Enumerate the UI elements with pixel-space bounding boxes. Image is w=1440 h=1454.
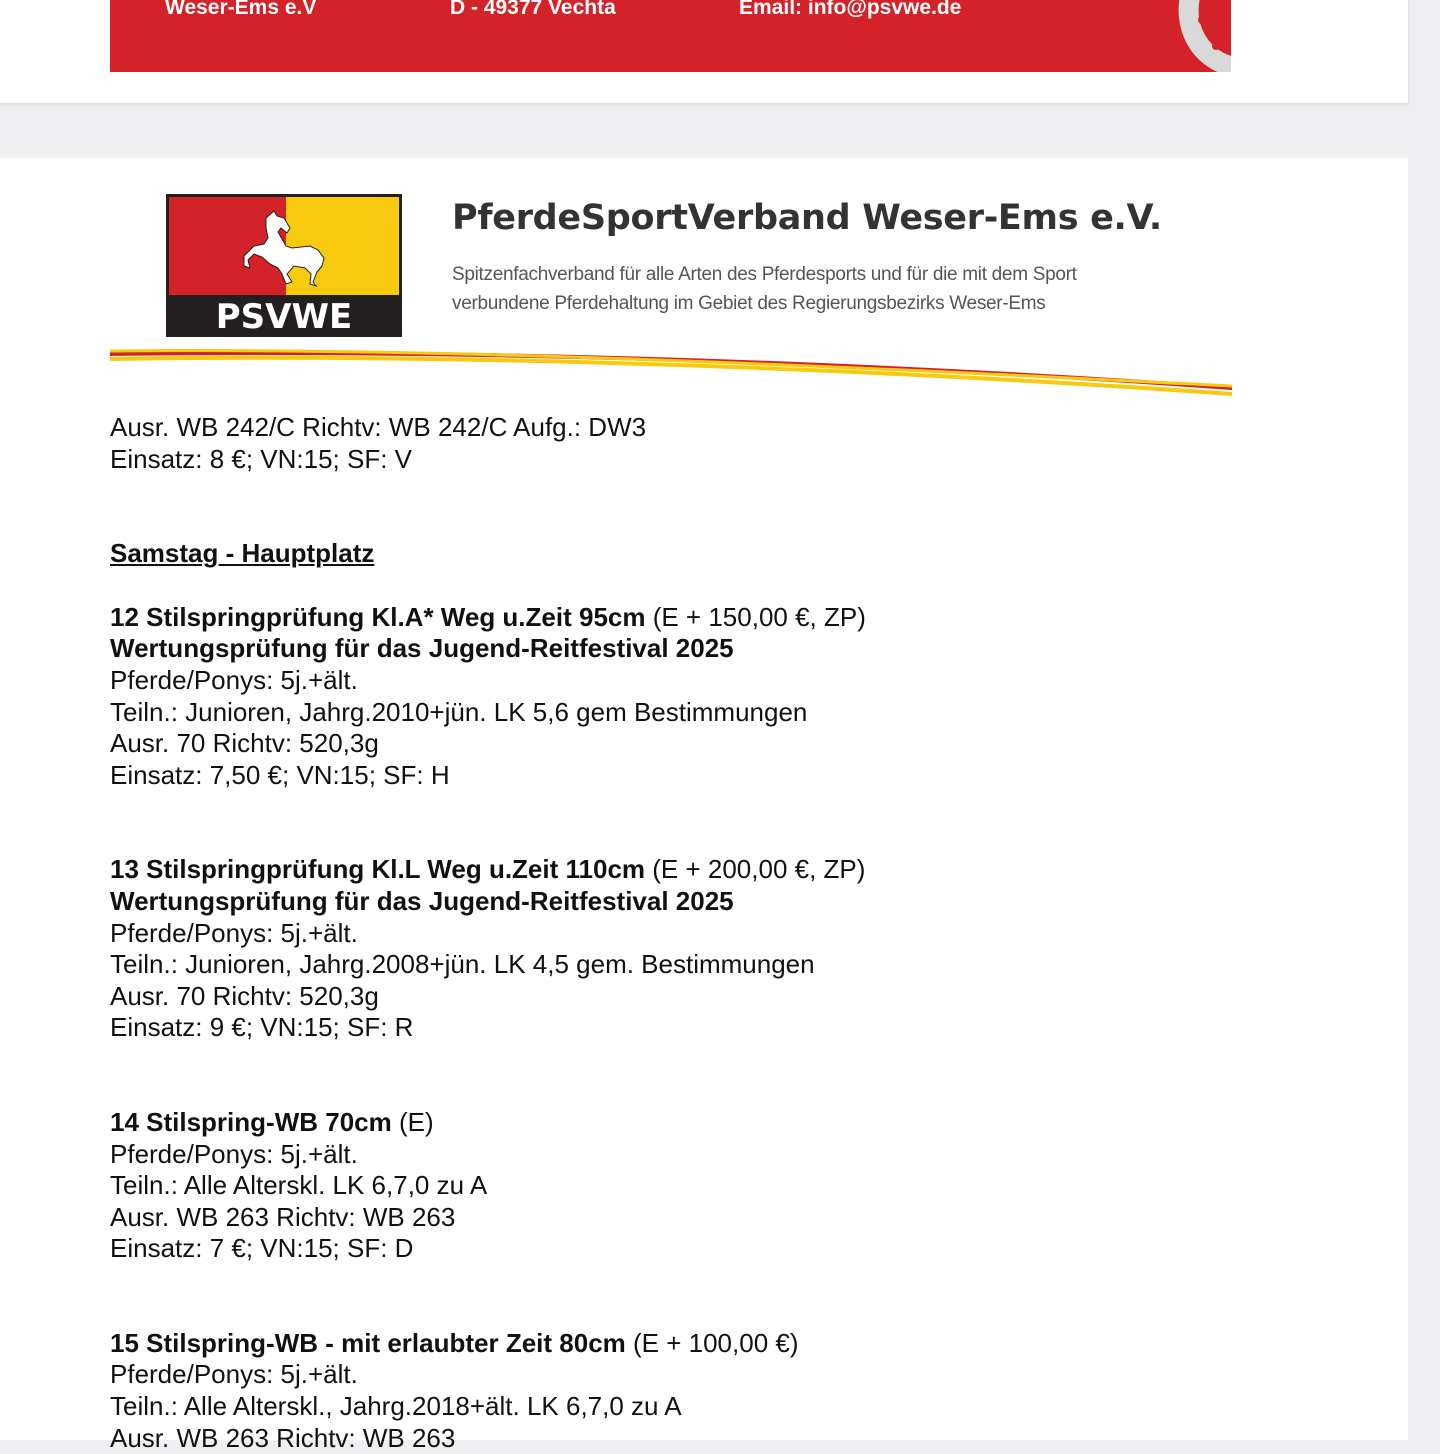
competition-entry <box>110 602 1260 792</box>
section-heading: Samstag - Hauptplatz <box>110 538 375 569</box>
entry-rules: Ausr. 70 Richtv: 520,3g <box>110 980 379 1011</box>
letterhead-footer-band <box>110 0 1231 72</box>
competition-entry <box>110 1107 1260 1265</box>
entry-horses: Pferde/Ponys: 5j.+ält. <box>110 1138 358 1169</box>
psvwe-logo <box>166 194 402 337</box>
footer-postal: D - 49377 Vechta <box>450 0 616 19</box>
footer-org: Weser-Ems e.V <box>165 0 317 19</box>
entry-fee: Einsatz: 9 €; VN:15; SF: R <box>110 1012 414 1043</box>
intro-line: Ausr. WB 242/C Richtv: WB 242/C Aufg.: DW3 <box>110 412 647 442</box>
entry-title-detail: (E) <box>391 1106 434 1137</box>
subtitle-line: Spitzenfachverband für alle Arten des Pferdesports und für die mit dem Sport <box>452 264 1077 285</box>
horseshoe-icon <box>1168 0 1231 72</box>
entry-title-detail: (E + 200,00 €, ZP) <box>645 854 866 885</box>
entry-title-bold: 15 Stilspring-WB - mit erlaubter Zeit 80cm <box>110 1327 626 1358</box>
organization-name: PferdeSportVerband Weser-Ems e.V. <box>452 198 1162 238</box>
entry-horses: Pferde/Ponys: 5j.+ält. <box>110 664 358 695</box>
entry-title <box>110 1107 1260 1139</box>
entry-horses: Pferde/Ponys: 5j.+ält. <box>110 917 358 948</box>
letterhead-divider-swoosh <box>110 348 1235 398</box>
competition-entry <box>110 1328 1260 1454</box>
previous-page <box>0 0 1408 103</box>
entry-participants: Teiln.: Alle Alterskl., Jahrg.2018+ält. LK 6,7,0 zu A <box>110 1391 682 1422</box>
entry-title-detail: (E + 150,00 €, ZP) <box>645 601 866 632</box>
competition-entry <box>110 854 1260 1044</box>
entry-title <box>110 854 1260 886</box>
entry-fee: Einsatz: 7,50 €; VN:15; SF: H <box>110 759 450 790</box>
entry-title <box>110 602 1260 634</box>
entry-title <box>110 1328 1260 1360</box>
entry-participants: Teiln.: Junioren, Jahrg.2010+jün. LK 5,6 gem Bestimmungen <box>110 696 808 727</box>
entry-participants: Teiln.: Alle Alterskl. LK 6,7,0 zu A <box>110 1170 488 1201</box>
entry-rules: Ausr. WB 263 Richtv: WB 263 <box>110 1422 456 1453</box>
entry-rules: Ausr. WB 263 Richtv: WB 263 <box>110 1201 456 1232</box>
entry-title-bold: 13 Stilspringprüfung Kl.L Weg u.Zeit 110cm <box>110 854 646 885</box>
logo-text: PSVWE <box>215 297 353 337</box>
intro-line: Einsatz: 8 €; VN:15; SF: V <box>110 443 413 474</box>
entry-subtitle: Wertungsprüfung für das Jugend-Reitfestival 2025 <box>110 633 734 664</box>
entry-subtitle: Wertungsprüfung für das Jugend-Reitfestival 2025 <box>110 885 734 916</box>
footer-email: Email: info@psvwe.de <box>739 0 962 19</box>
organization-subtitle <box>452 260 1192 318</box>
entry-participants: Teiln.: Junioren, Jahrg.2008+jün. LK 4,5 gem. Bestimmungen <box>110 949 815 980</box>
entry-horses: Pferde/Ponys: 5j.+ält. <box>110 1359 358 1390</box>
document-body <box>110 412 1260 1454</box>
entry-fee: Einsatz: 7 €; VN:15; SF: D <box>110 1233 414 1264</box>
entry-title-bold: 14 Stilspring-WB 70cm <box>110 1106 392 1137</box>
entry-title-detail: (E + 100,00 €) <box>625 1327 799 1358</box>
entry-title-bold: 12 Stilspringprüfung Kl.A* Weg u.Zeit 95cm <box>110 601 646 632</box>
entry-rules: Ausr. 70 Richtv: 520,3g <box>110 728 379 759</box>
document-page <box>0 158 1408 1453</box>
subtitle-line: verbundene Pferdehaltung im Gebiet des Regierungsbezirks Weser-Ems <box>452 293 1046 314</box>
